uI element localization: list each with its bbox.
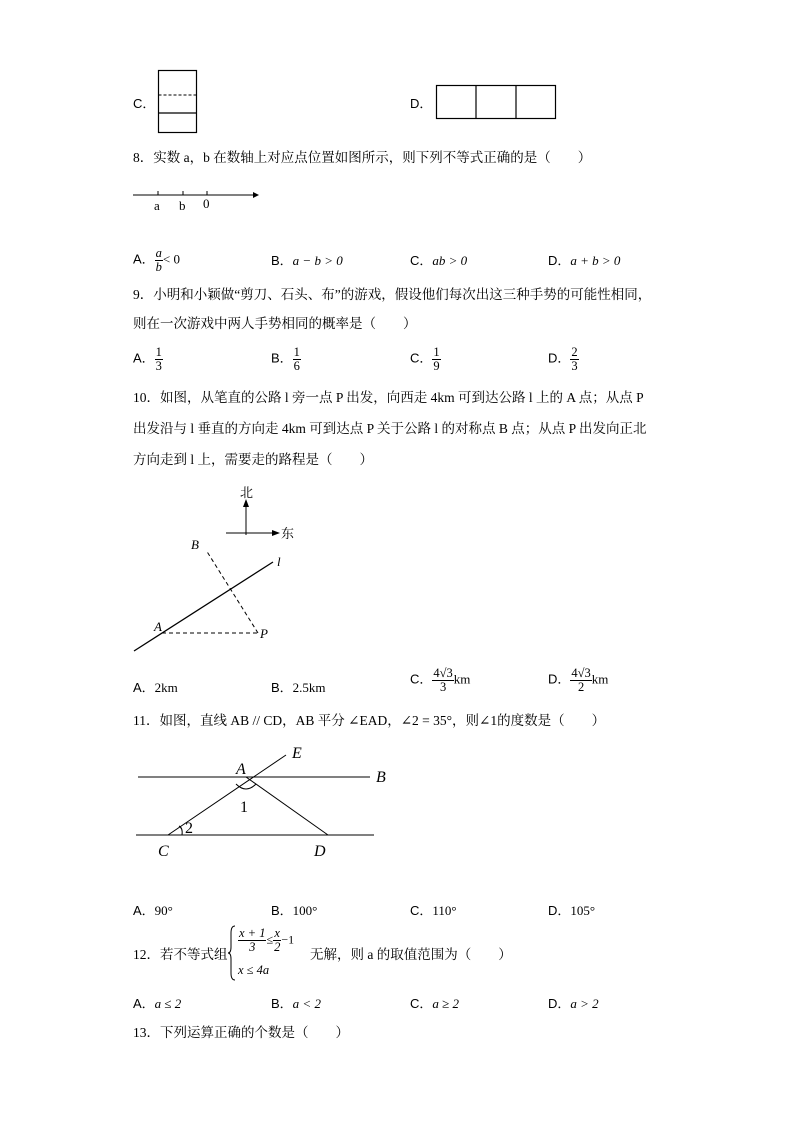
q12-prefix: 12．若不等式组 <box>133 947 228 962</box>
q8-stem: 8．实数 a，b 在数轴上对应点位置如图所示，则下列不等式正确的是（ ） <box>133 150 592 165</box>
line-l-label: l <box>277 554 281 569</box>
q9-option-c[interactable]: C． $\frac{1}{9}$ <box>410 345 440 373</box>
q10-figure <box>130 485 300 655</box>
q12-option-c[interactable]: C．a ≥ 2 <box>410 996 460 1011</box>
q11-option-a[interactable]: A．90° <box>133 903 173 918</box>
q9-option-a[interactable]: A． $\frac{1}{3}$ <box>133 345 162 373</box>
q8-option-a[interactable]: A． $\frac{a}{b}$ < 0 <box>133 246 181 274</box>
option-c-figure <box>158 70 198 134</box>
label-d: D <box>314 843 326 860</box>
q10-option-d[interactable]: D． $\frac{4√3}{2}$ km <box>548 666 609 694</box>
brace-icon <box>228 925 236 981</box>
q12-option-b[interactable]: B．a < 2 <box>271 996 321 1011</box>
numberline-a-label: a <box>154 198 160 213</box>
q10-stem-line1: 10．如图，从笔直的公路 l 旁一点 P 出发，向西走 4km 可到达公路 l 上的 A 点；从点 P <box>133 390 644 405</box>
q9-option-b[interactable]: B． $\frac{1}{6}$ <box>271 345 300 373</box>
q12-option-a[interactable]: A．a ≤ 2 <box>133 996 182 1011</box>
option-c-label: C． <box>133 96 156 111</box>
q8-option-c[interactable]: C．ab > 0 <box>410 253 468 268</box>
q10-option-c[interactable]: C． $\frac{4√3}{3}$ km <box>410 666 471 694</box>
numberline-zero-label: 0 <box>203 196 210 211</box>
option-d-figure <box>436 85 558 121</box>
label-e: E <box>292 745 302 762</box>
q8-option-d[interactable]: D．a + b > 0 <box>548 253 621 268</box>
q11-option-c[interactable]: C．110° <box>410 903 457 918</box>
north-label: 北 <box>240 485 254 500</box>
label-b: B <box>376 769 386 786</box>
q12-option-d[interactable]: D．a > 2 <box>548 996 599 1011</box>
q11-option-d[interactable]: D．105° <box>548 903 596 918</box>
q11-figure <box>130 740 400 865</box>
angle-2-label: 2 <box>185 820 193 837</box>
q10-stem-line2: 出发沿与 l 垂直的方向走 4km 可到达点 P 关于公路 l 的对称点 B 点；从点 P 出发向正北 <box>133 421 647 436</box>
q9-stem-line2: 则在一次游戏中两人手势相同的概率是（ ） <box>133 316 417 331</box>
numberline-b-label: b <box>179 198 186 213</box>
point-p-label: P <box>260 626 268 641</box>
q11-stem: 11．如图，直线 AB // CD，AB 平分 ∠EAD，∠2 = 35°，则∠1的度数是（ ） <box>133 713 606 728</box>
q9-stem-line1: 9．小明和小颖做“剪刀、石头、布”的游戏，假设他们每次出这三种手势的可能性相同， <box>133 287 652 302</box>
q8-option-b[interactable]: B．a − b > 0 <box>271 253 343 268</box>
point-b-label: B <box>191 537 199 552</box>
label-c: C <box>158 843 169 860</box>
east-label: 东 <box>281 526 295 541</box>
q10-option-a[interactable]: A．2km <box>133 680 178 695</box>
angle-1-label: 1 <box>240 799 248 816</box>
q13-stem: 13．下列运算正确的个数是（ ） <box>133 1025 349 1040</box>
q8-number-line <box>133 186 263 216</box>
label-a: A <box>236 761 246 778</box>
q12-suffix: 无解，则 a 的取值范围为（ ） <box>310 947 512 962</box>
q12-system: $\frac{x + 1}{3}$ ≤ $\frac{x}{2}$ −1 x ≤ 4a <box>228 925 288 983</box>
q11-option-b[interactable]: B．100° <box>271 903 318 918</box>
q10-stem-line3: 方向走到 l 上，需要走的路程是（ ） <box>133 452 374 467</box>
option-d-label: D． <box>410 96 433 111</box>
point-a-label: A <box>154 619 162 634</box>
q9-option-d[interactable]: D． $\frac{2}{3}$ <box>548 345 578 373</box>
q10-option-b[interactable]: B．2.5km <box>271 680 326 695</box>
